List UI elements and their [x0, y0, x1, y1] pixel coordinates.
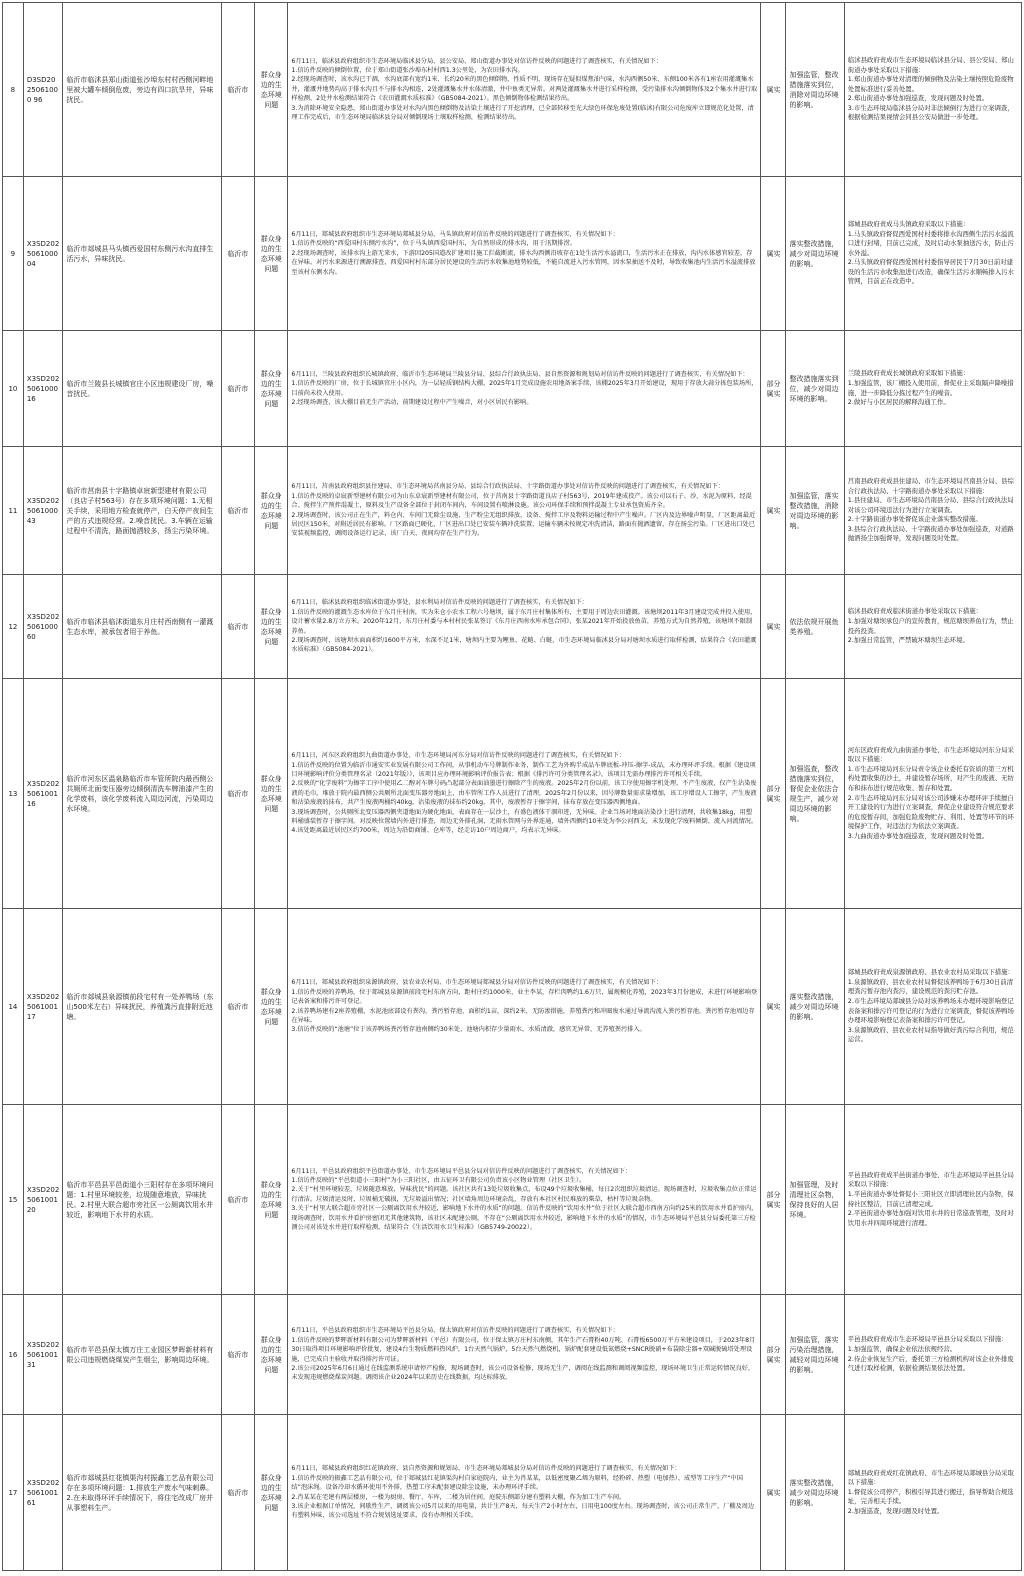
- case-code: X3SD2025061000 04: [23, 177, 63, 331]
- city-cell: 临沂市: [221, 575, 254, 679]
- measures-taken: 平邑县政府责成市生态环境局平邑县分局采取以下措施： 1.加强监管，确保企业依法依规经营。 2.待企业恢复生产后，委托第三方检测机构对该企业外排废气进行取样检测，依据检测结果依法处置。: [844, 1295, 1021, 1415]
- rectification-goal: 加强管理，及时清理社区杂物，保持良好的人居环境。: [786, 1105, 844, 1295]
- case-code: X3SD2025061000 43: [23, 447, 63, 575]
- city-cell: 临沂市: [221, 1415, 254, 1571]
- city-cell: 临沂市: [221, 909, 254, 1105]
- verification-status: 部分属实: [761, 1295, 786, 1415]
- city-cell: 临沂市: [221, 177, 254, 331]
- verification-status: 部分属实: [761, 1105, 786, 1295]
- investigation-findings: 6月11日，平邑县政府组织平邑街道办事处、市生态环境局平邑县分局对信访件反映的问题进行了调查核实，有关情况如下： 1.信访件反映的“平邑街道小三阳村”为小三阳社区，由五征环卫有限公司负责该小区物业管理（社区卫生）。 2.关于“村里环境较差，垃圾随意堆放，异味扰民”的问题。该社区共有13处垃圾收集点，布设49个垃圾收集桶，每日2次组织垃圾清运。现场调查时，垃圾收集点位正常运行清洁，垃圾清运及时，垃圾桶无破损，无垃圾溢出情况；社区墙角周边环境杂乱，存放有本社区村民堆放的柴草，枯杆等垃圾杂物。 3.关于“村里大联合超市旁社区一公厕离饮用水井较近，影响地下水井的水质”的问题。信访件反映的“饮用水井”位于社区大联合超市西南方向约25米的饮用水井看护房内，现场调查时，饮用水井看护房密闭无其他建筑物，该社区未配建公厕，不存在“公厕离饮用水井较近，影响地下水井的水质”的情况，市生态环境局平邑县分局委托第三方检测公司对该处水井进行取样检测，结果符合《生活饮用水卫生标准》（GB5749-20022）。: [288, 1105, 761, 1295]
- rectification-goal: 加强监管，落实污染治理措施，减轻对周边环境的影响。: [786, 1295, 844, 1415]
- case-code: X3SD2025061001 16: [23, 679, 63, 909]
- city-cell: 临沂市: [221, 3, 254, 177]
- table-row: [3, 679, 1022, 909]
- issue-type: 群众身边的生态环境问题: [255, 1295, 288, 1415]
- investigation-findings: 6月11日，郯城县政府组织红花镇政府、县自然资源和规划局、市生态环境局郯城县分局对信访件反映的问题进行了调查核实，有关情况如下： 1.信访件反映的振鑫工艺品有限公司，位于郯城县红花镇渠沟村自家庭院内，业主为肖某某，以低密度聚乙烯为原料，经粉碎、热塑（电加热）、成型等工序生产“中国结”泡沫绳。设备冷却水循环使用不外排，热塑工序未配套建设除尘设施，未办理环评手续。 2.肖某某在宅建有两层楼房，一楼为厨房、餐厅、车库，二楼为居住间，庭院东侧部分建有塑料大棚，作为加工生产车间。 3.该企业根据订单情况，间歇性生产，调阅该公司5月以来的用电量，共计生产8天，每天生产2小时左右，日用电100度左右。现场调查时，该公司正常生产，厂棚及周边有塑料异味，该公司选址不符合规划选址要求，没有办理相关手续。: [288, 1415, 761, 1571]
- case-code: X3SD2025061001 31: [23, 1295, 63, 1415]
- case-code: X3SD2025061001 17: [23, 909, 63, 1105]
- rectification-goal: 加强监管，落实整改措施，消除对周边环境的影响。: [786, 447, 844, 575]
- city-cell: 临沂市: [221, 1105, 254, 1295]
- verification-status: 属实: [761, 3, 786, 177]
- rectification-goal: 加强巡查，整改措施落实到位，督促企业依法合规生产，减少对周边环境的影响。: [786, 679, 844, 909]
- complaint-description: 临沂市临沭县郑山街道张沙埠东村村西侧河畔地里被大罐车倾倒危废，旁边有四口抗旱井，异味扰民。: [63, 3, 221, 177]
- verification-status: 属实: [761, 177, 786, 331]
- verification-status: 属实: [761, 447, 786, 575]
- city-cell: 临沂市: [221, 1295, 254, 1415]
- rectification-goal: 落实整改措施，减少对周边环境的影响。: [786, 1415, 844, 1571]
- investigation-findings: 6月11日，临沭县政府组织临沭街道办事处、县水利局对信访件反映的问题进行了调查核实，有关情况如下： 1.信访件反映的灌溉生态水库位于东月庄村南，实为朱仓小农水工程六号塘坝，属于东月庄村集体所有，主要用于周边农田灌溉。该塘坝2011年3月建设完成并投入使用，设计蓄水量2.8万立方米。2020年12月，东月庄村委与本村村民张某签订《东月庄西南水库承包合同》，张某2021年开始投放鱼苗，养殖方式为自然养殖，该塘坝不限制养鱼。 2.现场调查时，该塘坝水面面积约1600平方米，水深不足1米，塘坝内主要为鲤鱼、花鲢、白鲢，市生态环境局临沭县分局对塘坝水质进行取样检测，结果符合《农田灌溉水质标准》（GB5084-2021）。: [288, 575, 761, 679]
- table-row: [3, 909, 1022, 1105]
- table-row: [3, 3, 1022, 177]
- measures-taken: 郯城县政府责成泉源镇政府、县农业农村局采取以下措施： 1.泉源镇政府、县农业农村局督促该养鸭场于6月30日前清理粪污暂存池内粪污，建设规范的粪污贮存池。 2.市生态环境局郯城县分局对该养鸭场未办理环境影响登记表备案和排污许可登记的行为进行立案调查，督促该养鸭场办理环境影响登记表备案和排污许可登记。 3.泉源镇政府、县农业农村局指导做好粪污综合利用，规范运营。: [844, 909, 1021, 1105]
- case-code: X3SD2025061001 61: [23, 1415, 63, 1571]
- row-number: 15: [3, 1105, 24, 1295]
- investigation-findings: 6月11日，郯城县政府组织市生态环境局郯城县分局、马头镇政府对信访件反映的问题进行了调查核实，有关情况如下： 1.信访件反映的“西爱国村东侧污水沟”，位于马头镇西爱国村东，为自然形成的排水沟，用于汛期排涝。 2.经现场调查时，该排水沟上游无来水，下游因205国道改扩建项目施工拦截断流，排水沟西侧沿坡存在1处生活污水溢流口，生活污水正在排放，沟内水体感官较差，存在异味。对污水来源进行溯源排查，西爱国村村东部分居民建设的生活污水收集池地势较低，不能自流进入污水管网，因水泵抽送不及时，导致收集池内生活污水溢流排放至该村东侧水沟。: [288, 177, 761, 331]
- investigation-findings: 6月11日，郯城县政府组织泉源镇政府、县农业农村局、市生态环境局郯城县分局对信访件反映的问题进行了调查核实，有关情况如下： 1.信访件反映的养鸭场，位于郯城县泉源镇前段宅村东南方向，距村庄约1000米，业主李某，存栏肉鸭约1.6万只，属规模化养殖，2023年3月份建成，未进行环境影响登记表备案和排污许可登记。 2.该养鸭场建有2座养殖棚，水泥池底部设有粪沟，粪污暂存池，面积约1亩，深约2米，无防渗措施，养殖粪污和冲圈废水通过导流沟流入粪污暂存池，粪污暂存池周边存在异味。 3.信访件反映的“池塘”位于该养鸭场粪污暂存池南侧约30米处，池塘内积存少量雨水，水质清澈，感官无异常，无养殖粪污排入。: [288, 909, 761, 1105]
- complaint-description: 临沂市莒南县十字路镇卓宸新型建材有限公司（良店子村563号）存在多项环境问题：1.无相关手续，采用地方检查就停产，白天停产夜间生产的方式违规经营。2.噪音扰民。3.车辆在运输过程中不清洗，路面抛洒较多，扬尘污染环境。: [63, 447, 221, 575]
- row-number: 10: [3, 331, 24, 447]
- case-code: X3SD2025061001 20: [23, 1105, 63, 1295]
- complaint-description: 临沂市平邑县平邑街道小三阳村存在多项环境问题：1.村里环境较差，垃圾随意堆放，异味扰民。2.村里大联合超市旁社区一公厕离饮用水井较近，影响地下水井的水质。: [63, 1105, 221, 1295]
- table-row: [3, 447, 1022, 575]
- issue-type: 群众身边的生态环境问题: [255, 909, 288, 1105]
- rectification-goal: 依法依规开展鱼类养殖。: [786, 575, 844, 679]
- investigation-findings: 6月11日，河东区政府组织九曲街道办事处、市生态环境局河东分局对信访件反映的问题进行了调查核实，有关情况如下： 1.信访件反映的位置为临沂市通安实业发展有限公司工作间，从事机动车号牌制作业务，制作工艺为外购半成品车牌底板-冲压-擦字-成品，未办理环评手续。根据《建设项目环境影响评价分类管理名录（2021年版）》，该项目应办理环境影响评价报告表；根据《排污许可分类管理名录》，该项目无需办理排污许可相关手续。 2.反映的“化学废料”为擦字工序中使用乙二醇对车牌号码凸起部分表面油墨进行擦除产生的废液。2025年2月份以前，该工序使用擦字机处理，不产生废液，仅产生沾染废液的毛巾，堆放于院内最西侧公共厕所北面变压器旁地面上，由车管所工作人员进行了清理，2025年2月份以来，因号牌数量需求量增加，该工序增设人工擦字，产生废液和沾染废液的抹布，共产生废液两桶约40kg，沾染废液的抹布约20kg，其中，废液暂存于擦字间，抹布存放在变压器西侧地面。 3.现场调查时，公共厕所北变压器西侧夹道地面为硬化地面，表面存在一层沙土，有盛色液体干涸印迹，无异味。企业当场对地面沾染沙土进行清理，共收集18kg，用塑料桶盛装暂存于擦字间。对反映位置墙内外进行排查，周边无外排孔洞，无雨水管网与外界连通，墙外西侧约10米处为李公河西支，未发现化学废料倾倒、流入河流情况。 4.该处距离最近居民区约700米，周边为沿街商铺、仓库等，经走访10户周边商户，均表示无异味。: [288, 679, 761, 909]
- issue-type: 群众身边的生态环境问题: [255, 575, 288, 679]
- case-code: X3SD2025061000 16: [23, 331, 63, 447]
- rectification-goal: 落实整改措施，减少对周边环境的影响。: [786, 909, 844, 1105]
- city-cell: 临沂市: [221, 447, 254, 575]
- row-number: 13: [3, 679, 24, 909]
- table-row: [3, 331, 1022, 447]
- city-cell: 临沂市: [221, 331, 254, 447]
- measures-taken: 临沭县政府责成市生态环境局临沭县分局、县公安局、郑山街道办事处采取以下措施： 1.郑山街道办事处对清理的倾倒物及沾染土壤按照危险废物处置标准进行妥善处置。 2.郑山街道办事处加强巡查，发现问题及时处置。 3.市生态环境局临沭县分局对非法倾倒行为进行立案调查，根据检测结果视情会同县公安局做进一步处理。: [844, 3, 1021, 177]
- table-row: [3, 1295, 1022, 1415]
- rectification-goal: 加强监管，整改措施落实到位，消除对周边环境的影响。: [786, 3, 844, 177]
- measures-taken: 临沭县政府责成临沭街道办事处采取以下措施： 1.加强对塘坝承包户的宣传教育，规范塘坝养鱼行为，禁止投药投粪。 2.加强日常监管，严禁破坏塘坝生态环境。: [844, 575, 1021, 679]
- table-row: [3, 177, 1022, 331]
- verification-status: 属实: [761, 909, 786, 1105]
- complaint-description: 临沂市平邑县保太镇万庄工业园区梦晖新材料有限公司违规燃烧煤炭产生烟尘，影响周边环境。: [63, 1295, 221, 1415]
- row-number: 17: [3, 1415, 24, 1571]
- investigation-findings: 6月11日，平邑县政府组织市生态环境局平邑县分局、保太镇政府对信访件反映的问题进行了调查核实，有关情况如下： 1.信访件反映的梦晖新材料有限公司为梦晖新材料（平邑）有限公司，位于保太镇万庄村东南侧，其年生产石膏粉40万吨、石膏板6500万平方米建设项目，于2023年8月30日取得项目环境影响评价批复，建设4台生物质燃料热风炉，1台天然气锅炉，5台天然气燃烧机，锅炉配套建设低氮燃烧+SNCR脱硝+布袋除尘器+双碱脱硫塔处理设施，已完成自主验收并取得排污许可证。 2.该公司2025年6月6日通过在线监测系统申请停产检修，现场调查时，该公司设备检修，现场无生产，调阅在线监测和调阅视频监控，现场环境卫生正常运转情况良好，未发现违规燃烧煤炭问题。调阅该企业2024年以来历史在线数据，均达标排放。: [288, 1295, 761, 1415]
- issue-type: 群众身边的生态环境问题: [255, 3, 288, 177]
- verification-status: 属实: [761, 575, 786, 679]
- complaint-description: 临沂市临沭县临沭街道东月庄村西南侧有一灌溉生态水库，被承包者用于养鱼。: [63, 575, 221, 679]
- investigation-findings: 6月11日，兰陵县政府组织长城镇政府、临沂市生态环境局兰陵县分局、县综合行政执法局、县自然资源和规划局对信访件反映的问题进行了调查核实，有关情况如下： 1.信访件反映的厂房，位于长城镇官庄小区内，为一层轻质钢结构大棚，2025年1月完成设施农用地备案手续，该棚2025年3月开始建设，现用于存放大蒜分拣包装场所，目前尚未投入使用。 2.经现场调查，该大棚目前无生产活动，前期建设过程中产生噪音，对小区居民有影响。: [288, 331, 761, 447]
- verification-status: 部分属实: [761, 679, 786, 909]
- complaint-description: 临沂市河东区温泉路临沂市车管所院内最西侧公共厕所北面变压器旁边倾倒清洗车牌油漆产生的化学废料，该化学废料流入周边河流，污染周边水环境。: [63, 679, 221, 909]
- issue-type: 群众身边的生态环境问题: [255, 1105, 288, 1295]
- investigation-findings: 6月11日，莒南县政府组织县住建局、市生态环境局莒南县分局、县综合行政执法局、十字路街道办事处对信访件反映的问题进行了调查核实，有关情况如下： 1.信访件反映的卓宸新型建材有限公司为山东卓宸新型建材有限公司，位于莒南县十字路街道良店子村563号，2019年建成投产。该公司以石子、沙、水泥为原料，经混合、搅拌生产预拌混凝土，原料及生产设备全部位于封闭车间内，车间设置有喷淋设施。该公司环保手续和预拌混凝土专业承包资质齐全。 2.现场调查时，该公司正在生产，料仓内、车间门无除尘设施，生产粉尘无组织排放，设备、搅拌工序及物料运输过程中产生噪声。厂区内及边界噪声明显，厂区距离最近居民区150米，对附近居民有影响。厂区路面已硬化，厂区进出口处已安装车辆冲洗装置，运输车辆未按规定冲洗清洁，路面有抛洒遗留，存在扬尘污染。厂区进出口处已安装视频监控，调阅设备运行记录，该厂白天、夜间均存在生产行为。: [288, 447, 761, 575]
- measures-taken: 兰陵县政府责成长城镇政府采取如下措施： 1.加强监管，该厂棚投入使用前，督促业主采取隔声降噪措施，进一步降低分拣过程产生的噪音。 2.做好与小区居民的解释沟通工作。: [844, 331, 1021, 447]
- row-number: 11: [3, 447, 24, 575]
- measures-taken: 河东区政府责成九曲街道办事处、市生态环境局河东分局采取以下措施： 1.市生态环境局河东分局责令该企业委托有资质的第三方机构处置收集的沙土，并建设暂存场所，对产生的废液、无纺布和抹布进行规范收集、暂存和处置。 2.市生态环境局河东分局对该公司涉嫌未办理环评手续擅自开工建设的行为进行立案调查，督促企业建设符合规范要求的危废暂存间，加强危险废物贮存、利用、处置等环节的环境保护工作，对违法行为依法立案调查。 3.九曲街道办事处加强巡查，发现问题及时处置。: [844, 679, 1021, 909]
- rectification-goal: 落实整改措施，减少对周边环境的影响。: [786, 177, 844, 331]
- measures-taken: 莒南县政府责成县住建局、市生态环境局莒南县分局、县综合行政执法局、十字路街道办事处采取以下措施： 1.县住建局、市生态环境局莒南县分局、县综合行政执法局对该公司环境违法行为进行立案调查。 2.十字路街道办事处督促该企业落实整改措施。 3.县综合行政执法局、十字路街道办事处加强巡查，对道路抛洒扬尘加强督导，发现问题及时处置。: [844, 447, 1021, 575]
- case-code: X3SD2025061000 60: [23, 575, 63, 679]
- complaint-description: 临沂市郯城县红花镇渠沟村振鑫工艺品有限公司存在多项环境问题：1.排放生产废水气味刺鼻。2.在未取得环评手续情况下，将住宅改成厂房并从事塑料生产。: [63, 1415, 221, 1571]
- table-row: [3, 575, 1022, 679]
- issue-type: 群众身边的生态环境问题: [255, 1415, 288, 1571]
- rectification-goal: 整改措施落实到位，减少对周边环境的影响。: [786, 331, 844, 447]
- row-number: 14: [3, 909, 24, 1105]
- issue-type: 群众身边的生态环境问题: [255, 679, 288, 909]
- table-row: [3, 1415, 1022, 1571]
- verification-status: 部分属实: [761, 331, 786, 447]
- row-number: 9: [3, 177, 24, 331]
- case-code: D3SD2025061000 96: [23, 3, 63, 177]
- table-row: [3, 1105, 1022, 1295]
- verification-status: 属实: [761, 1415, 786, 1571]
- complaint-description: 临沂市郯城县泉源镇前段宅村有一处养鸭场（东山500米左右）异味扰民，养殖粪污直排附近池塘。: [63, 909, 221, 1105]
- issue-type: 群众身边的生态环境问题: [255, 177, 288, 331]
- measures-taken: 平邑县政府责成平邑街道办事处、市生态环境局平邑县分局采取以下措施： 1.平邑街道办事处督促小三阳社区立即清理社区内杂物，保持社区整洁，目前已清理完成。 2.平邑街道办事处加强对饮用水井的日常巡查管理，及时对饮用水井四周环境进行清理。: [844, 1105, 1021, 1295]
- complaint-description: 临沂市郯城县马头镇西爱国村东侧污水沟直排生活污水，异味扰民。: [63, 177, 221, 331]
- complaint-table: [2, 2, 1022, 1571]
- issue-type: 群众身边的生态环境问题: [255, 331, 288, 447]
- issue-type: 群众身边的生态环境问题: [255, 447, 288, 575]
- row-number: 12: [3, 575, 24, 679]
- measures-taken: 郯城县政府责成红花镇政府、市生态环境局郯城县分局采取以下措施： 1.督促该公司停产，积极引导其进行搬迁，指导帮助合规选址，完善相关手续。 2.加强巡查，发现问题及时处置。: [844, 1415, 1021, 1571]
- row-number: 16: [3, 1295, 24, 1415]
- city-cell: 临沂市: [221, 679, 254, 909]
- investigation-findings: 6月11日，临沭县政府组织市生态环境局临沭县分局、县公安局、郑山街道办事处对信访件反映的问题进行了调查核实，有关情况如下： 1.信访件反映的倾倒位置，位于郑山街道张沙埠东村村西1.3公里处，为农田排水沟。 2.经现场调查时，该水沟已干涸，水沟底部有宽约1米、长约20米的黑色倾倒物，性质不明，现场存在疑似煤焦油气味，水沟西侧50米、东侧100米各有1座农用灌溉集水井，灌溉井地势均高于排水沟且不与排水沟相连，2处灌溉集水井水体清澈，井中鱼类无异常。对两处灌溉集水井进行采样检测，受污染排水沟倾倒物体及2个集水井进行取样检测，2处井水检测结果符合《农田灌溉水质标准》（GB5084-2021）。黑色倾倒物体检测结果待出。 3.为消除环境安全隐患，郑山街道办事处对水沟内黑色倾倒物及沾染土壤进行了开挖清理，已全部转移至光大绿色环保危废处置(临沭)有限公司危废库立即规范化处置，清理工作完成后，市生态环境局临沭县分局对倾倒现场土壤取样检测，检测结果待出。: [288, 3, 761, 177]
- row-number: 8: [3, 3, 24, 177]
- measures-taken: 郯城县政府责成马头镇政府采取以下措施： 1.马头镇政府督促西爱国村村委将排水沟西侧生活污水溢流口进行封堵，目前已完成，及时启动水泵抽送污水，防止污水外溢。 2.马头镇政府督促西爱国村村委指导居民于7月30日前对建设的生活污水收集池进行改造，确保生活污水顺畅排入污水管网，目前正在改造中。: [844, 177, 1021, 331]
- complaint-description: 临沂市兰陵县长城镇官庄小区违规建设厂房，噪音扰民。: [63, 331, 221, 447]
